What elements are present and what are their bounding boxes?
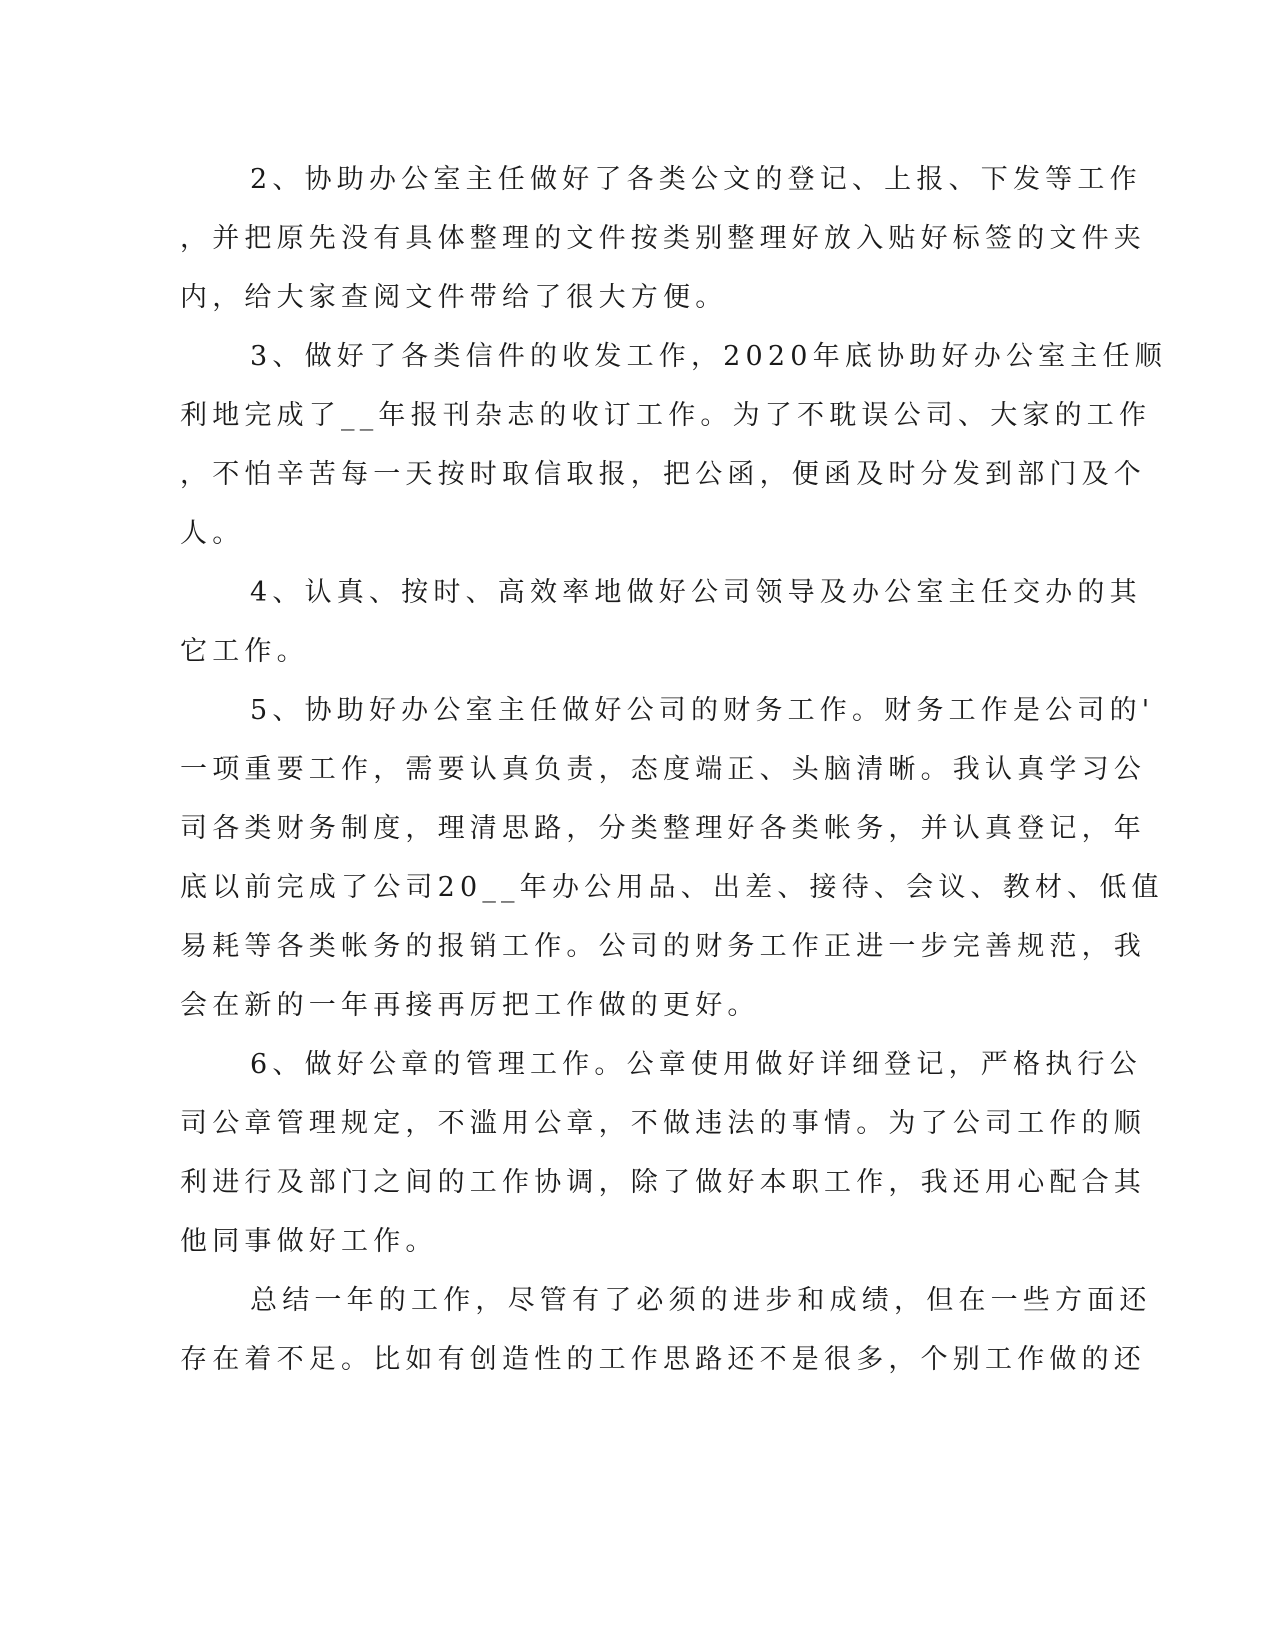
text-line: 底以前完成了公司20__年办公用品、出差、接待、会议、教材、低值 [180,872,1164,903]
text-line: 司公章管理规定，不滥用公章，不做违法的事情。为了公司工作的顺 [180,1108,1146,1139]
text-line: 利地完成了__年报刊杂志的收订工作。为了不耽误公司、大家的工作 [180,400,1152,431]
text-line: 利进行及部门之间的工作协调，除了做好本职工作，我还用心配合其 [180,1167,1146,1198]
text-line: ，不怕辛苦每一天按时取信取报，把公函，便函及时分发到部门及个 [180,459,1146,490]
text-line: 会在新的一年再接再厉把工作做的更好。 [180,990,760,1021]
text-line: 易耗等各类帐务的报销工作。公司的财务工作正进一步完善规范，我 [180,931,1146,962]
text-line: 2、协助办公室主任做好了各类公文的登记、上报、下发等工作 [250,164,1142,195]
text-line: 3、做好了各类信件的收发工作，2020年底协助好办公室主任顺 [250,341,1167,372]
text-line: ，并把原先没有具体整理的文件按类别整理好放入贴好标签的文件夹 [180,223,1146,254]
text-line: 存在着不足。比如有创造性的工作思路还不是很多，个别工作做的还 [180,1344,1146,1375]
text-line: 4、认真、按时、高效率地做好公司领导及办公室主任交办的其 [250,577,1142,608]
text-line: 司各类财务制度，理清思路，分类整理好各类帐务，并认真登记，年 [180,813,1146,844]
text-line: 一项重要工作，需要认真负责，态度端正、头脑清晰。我认真学习公 [180,754,1146,785]
text-line: 6、做好公章的管理工作。公章使用做好详细登记，严格执行公 [250,1049,1142,1080]
text-line: 他同事做好工作。 [180,1226,438,1257]
text-line: 人。 [180,518,245,549]
text-line: 它工作。 [180,636,309,667]
text-line: 内，给大家查阅文件带给了很大方便。 [180,282,728,313]
text-line: 5、协助好办公室主任做好公司的财务工作。财务工作是公司的' [250,695,1155,726]
text-line: 总结一年的工作，尽管有了必须的进步和成绩，但在一些方面还 [250,1285,1152,1316]
